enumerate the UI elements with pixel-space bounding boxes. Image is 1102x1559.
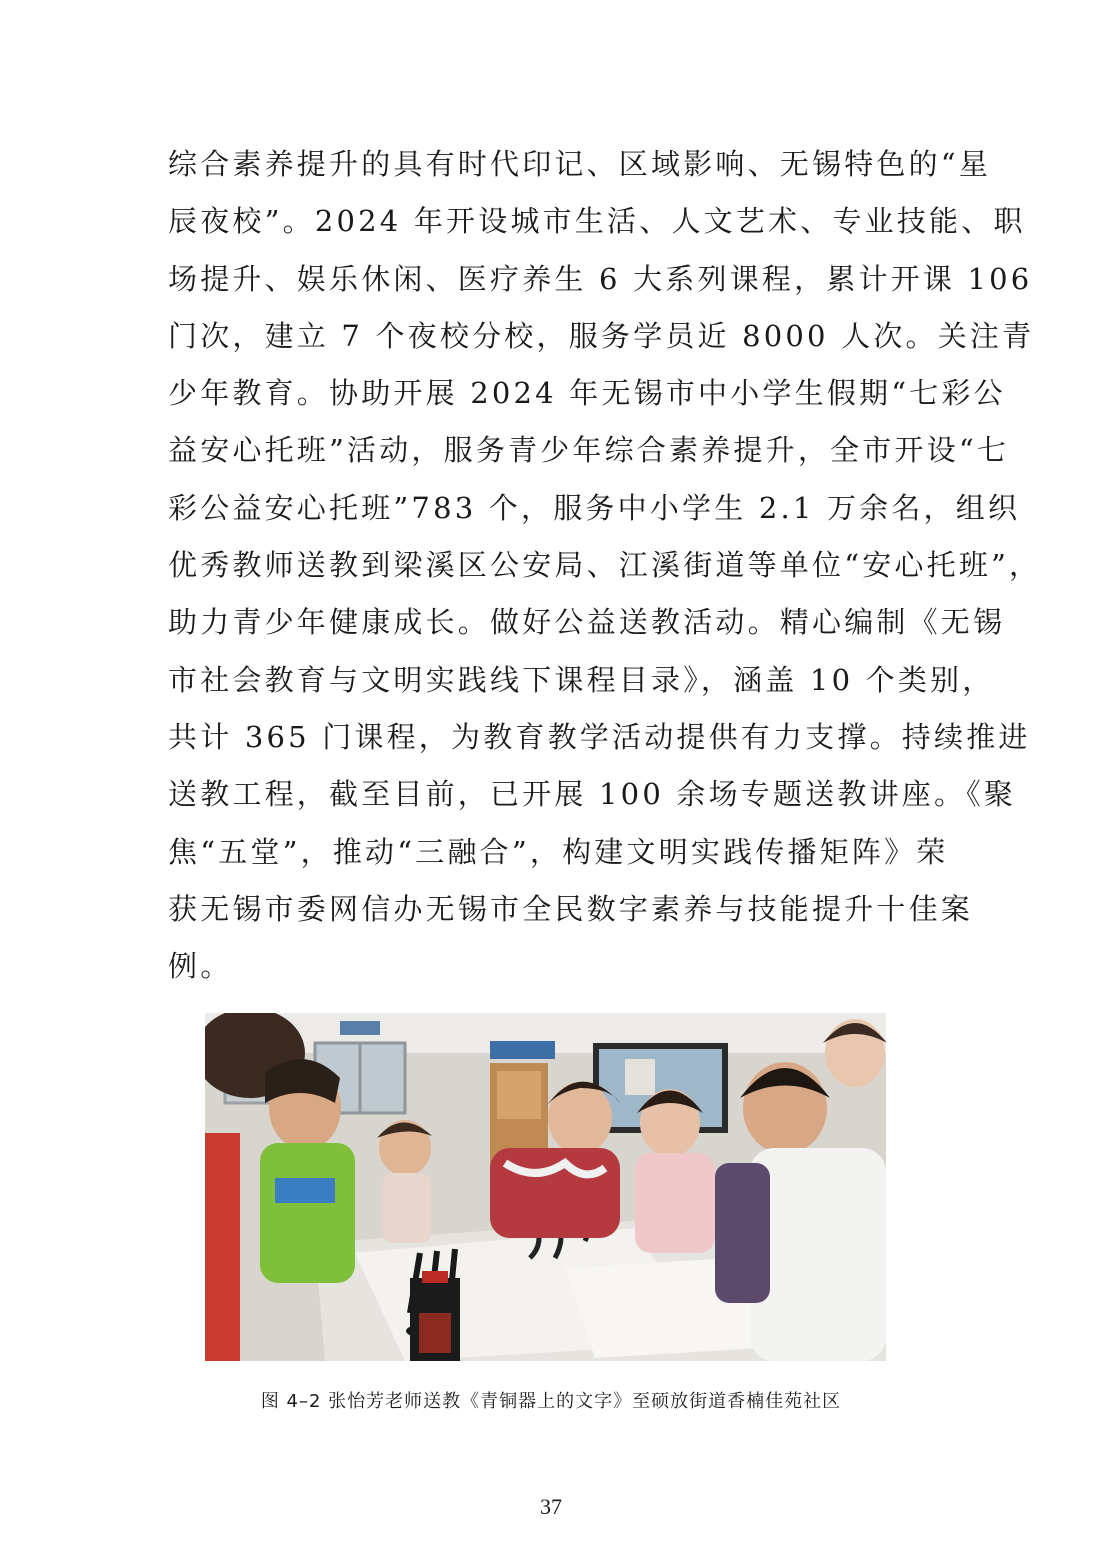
text-line: 例。 <box>168 949 233 984</box>
text-line: 门次，建立 7 个夜校分校，服务学员近 8000 人次。关注青 <box>168 318 1035 353</box>
text-line: 辰夜校”。2024 年开设城市生活、人文艺术、专业技能、职 <box>168 204 1026 239</box>
text-line: 送教工程，截至目前，已开展 100 余场专题送教讲座。《聚 <box>168 777 1017 812</box>
text-line: 场提升、娱乐休闲、医疗养生 6 大系列课程，累计开课 106 <box>168 261 1033 296</box>
text-line: 焦“五堂”，推动“三融合”，构建文明实践传播矩阵》荣 <box>168 834 949 869</box>
figure-caption: 图 4–2 张怡芳老师送教《青铜器上的文字》至硕放街道香楠佳苑社区 <box>260 1391 842 1412</box>
page-number: 37 <box>540 1494 562 1519</box>
text-line: 获无锡市委网信办无锡市全民数字素养与技能提升十佳案 <box>168 891 974 926</box>
classroom-photo-illustration <box>205 1013 886 1361</box>
text-line: 助力青少年健康成长。做好公益送教活动。精心编制《无锡 <box>168 605 1006 640</box>
text-line: 优秀教师送教到梁溪区公安局、江溪街道等单位“安心托班”， <box>168 548 1042 583</box>
text-line: 彩公益安心托班”783 个，服务中小学生 2.1 万余名，组织 <box>168 490 1021 525</box>
text-line: 综合素养提升的具有时代印记、区域影响、无锡特色的“星 <box>168 147 992 181</box>
text-line: 少年教育。协助开展 2024 年无锡市中小学生假期“七彩公 <box>168 376 1006 411</box>
figure-photo <box>205 1013 886 1361</box>
text-line: 市社会教育与文明实践线下课程目录》，涵盖 10 个类别， <box>168 662 995 697</box>
text-line: 共计 365 门课程，为教育教学活动提供有力支撑。持续推进 <box>168 719 1031 754</box>
text-line: 益安心托班”活动，服务青少年综合素养提升，全市开设“七 <box>168 433 1010 468</box>
body-paragraph <box>168 136 1042 995</box>
